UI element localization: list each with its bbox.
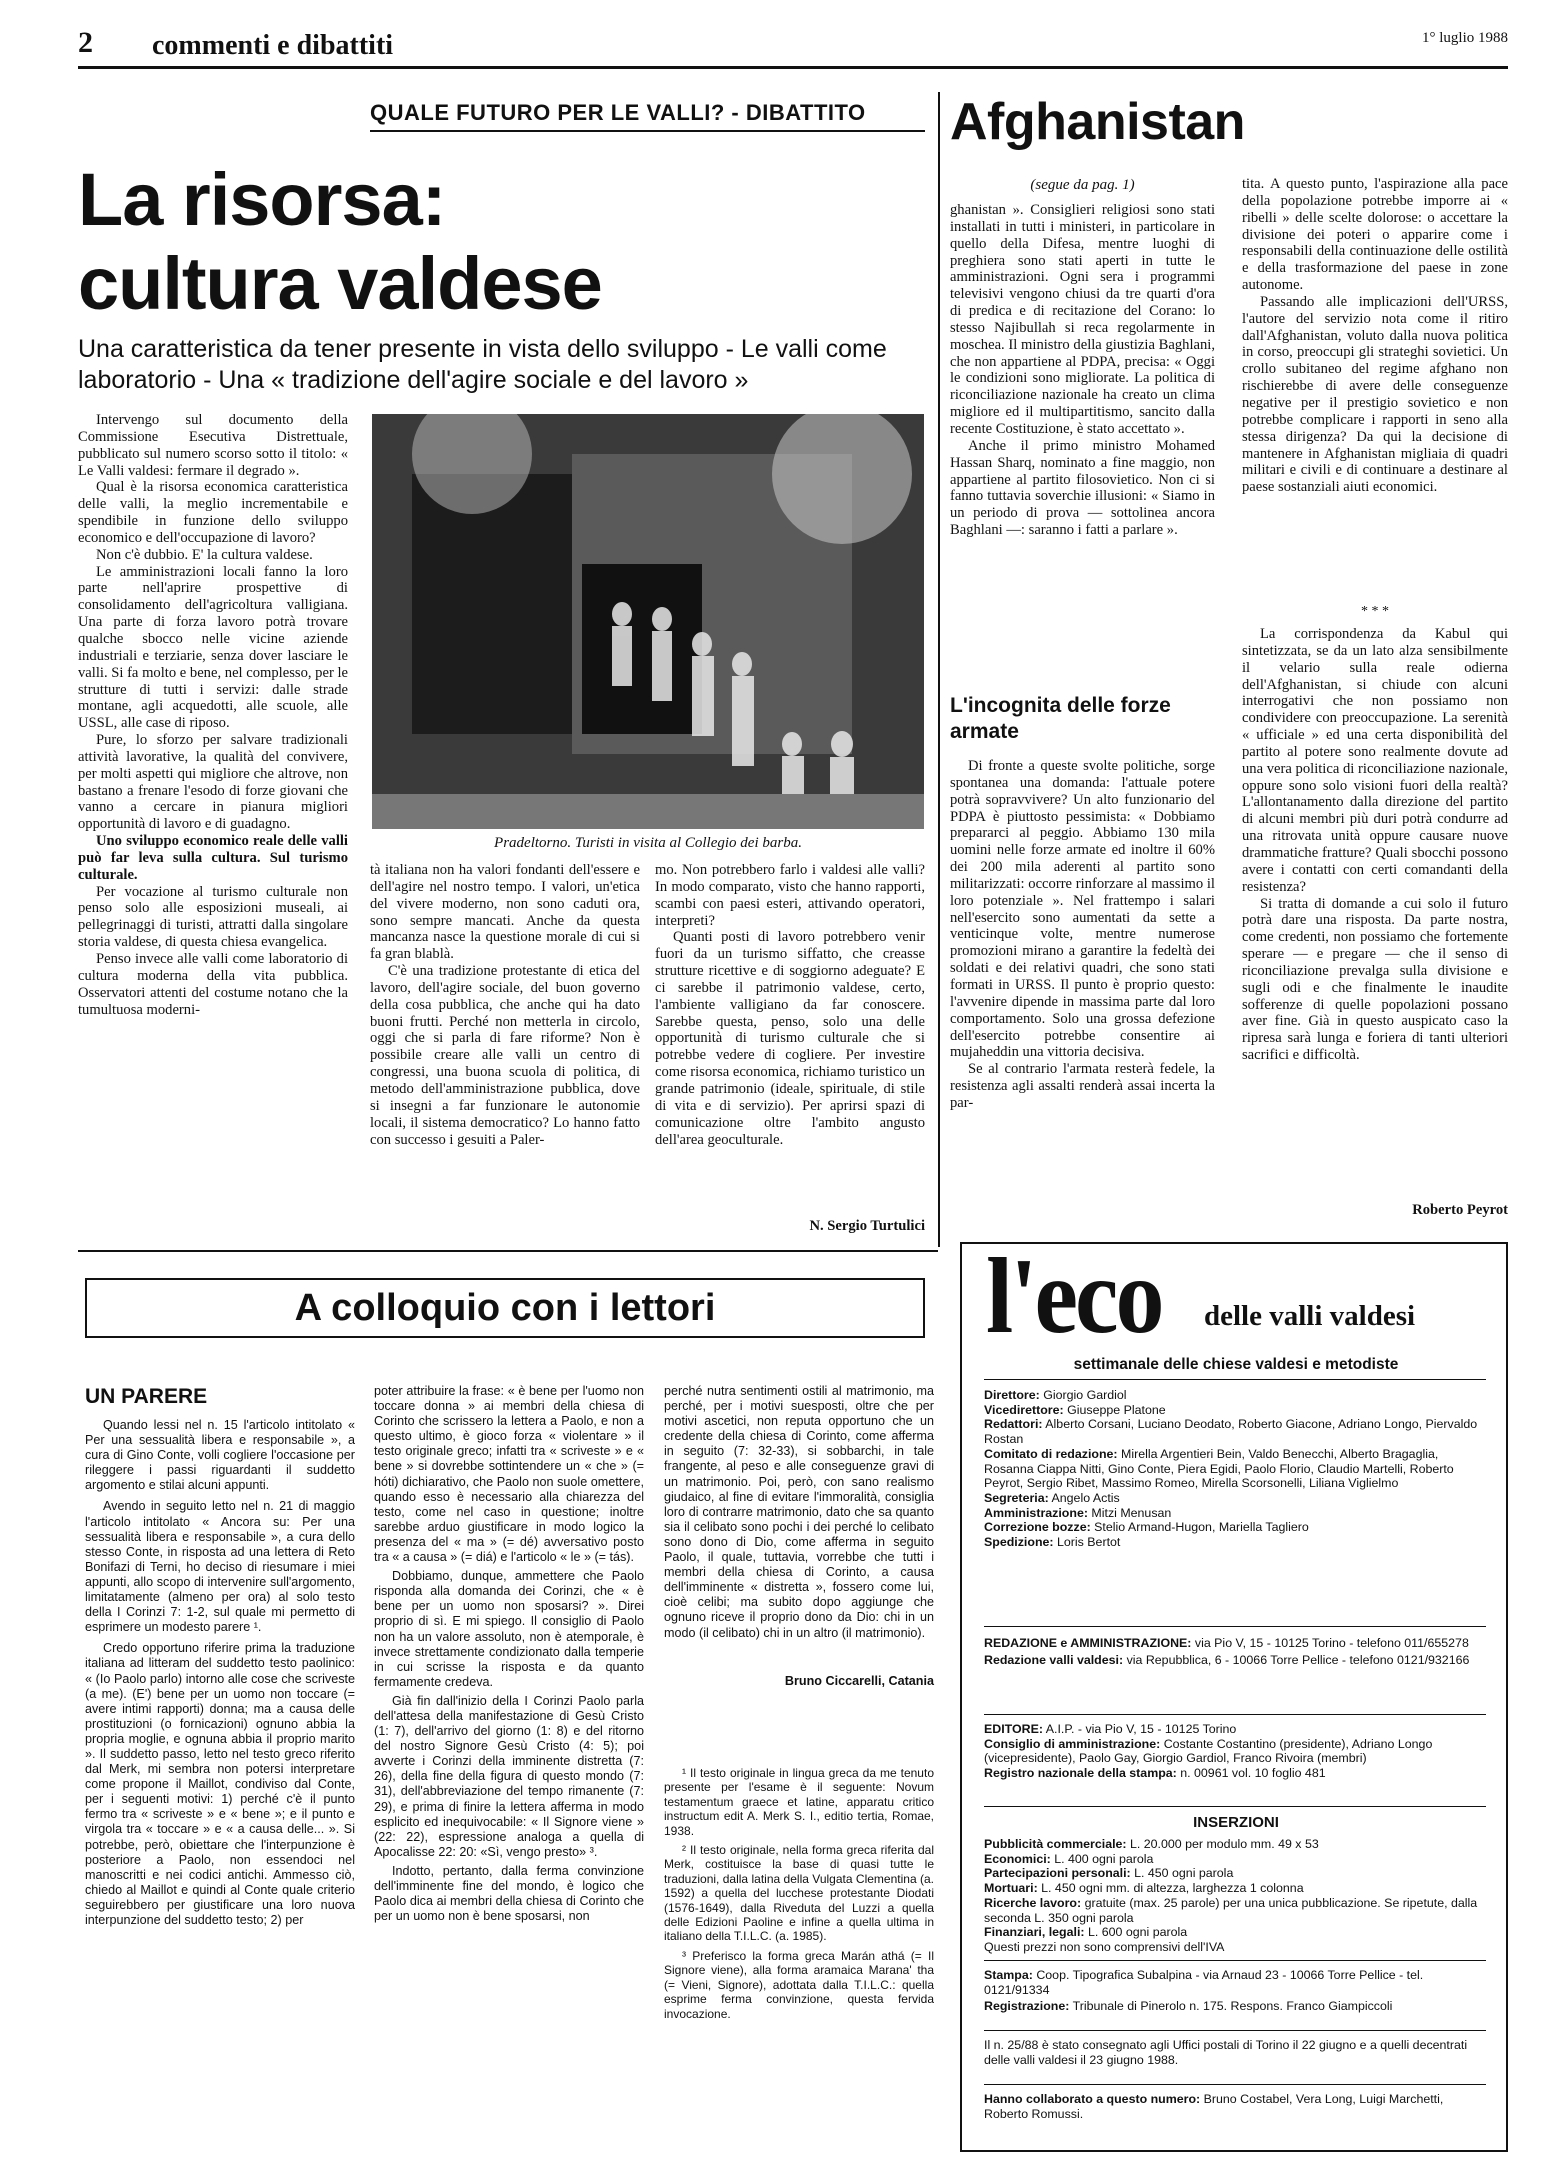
issue-date: 1° luglio 1988 (1421, 30, 1508, 46)
masthead-rule (984, 2030, 1486, 2031)
inserzioni-line: Mortuari: L. 450 ogni mm. di altezza, larghezza 1 colonna (984, 1881, 1304, 1896)
article-title-line2: cultura valdese (78, 242, 602, 325)
kicker-rule (370, 130, 925, 132)
letter-title: UN PARERE (85, 1385, 208, 1408)
paragraph: Uno sviluppo economico reale delle valli può far leva sulla cultura. Sul turismo culturale. (78, 833, 348, 883)
paragraph: Non c'è dubbio. E' la cultura valdese. (96, 546, 313, 563)
paragraph: Quando lessi nel n. 15 l'articolo intitolato « Per una sessualità libera e responsabile », a cura di Gino Conte, volli cogliere l'occasione per rileggere i passi riguardanti il suddetto argomento e stilai alcuni appunti. (85, 1418, 355, 1493)
staff-line: Comitato di redazione: Mirella Argentieri Bein, Valdo Benecchi, Alberto Bragaglia, Rosanna Ciappa Nitti, Gino Conte, Piera Egidi, Paolo Florio, Claudio Martelli, Roberto Peyrot, Sergio Ribet, Massimo Romeo, Mirella Scorsonelli, Liliana Viglielmo (984, 1446, 1454, 1491)
right-article-col2b (1242, 626, 1508, 1206)
paragraph: Dobbiamo, dunque, ammettere che Paolo risponda alla domanda dei Corinzi, che « è bene per un uomo non sposarsi? ». Direi proprio di sì. E mi spiego. Il consiglio di Paolo non ha un valore assoluto, non è atemporale, è invece strettamente condizionato dalla temperie in cui scrisse la risposta e da quanto fermamente credeva. (374, 1569, 644, 1689)
stampa-block (984, 1968, 1484, 2014)
paragraph: ghanistan ». Consiglieri religiosi sono stati installati in tutti i ministeri, in particolare in quello della Difesa, mentre luoghi di preghiera sono stati aperti in tutte le amministrazioni. Ogni sera i programmi televisivi vengono chiusi da tre quarti d'ora di predica e di recitazione del Corano: lo stesso Najibullah si reca regolarmente in moschea. Il ministro della giustizia Baghlani, che non appartiene al PDPA, precisa: « Oggi le condizioni sono migliorate. La politica di riconciliazione nazionale ha creato un clima migliore ed il multipartitismo, sancito dalla recente Costituzione, è stato accettato ». (950, 202, 1215, 437)
staff-line: Amministrazione: Mitzi Menusan (984, 1505, 1172, 1520)
paragraph: tà italiana non ha valori fondanti dell'essere e dell'agire nel nostro tempo. I valori, un'etica del vivere moderno, non sono caduti ora, sono sempre mancati. Anche da questa mancanza nasce la questione morale di cui si fa gran blablà. (370, 862, 640, 963)
redazione-line: Redazione valli valdesi: via Repubblica, 6 - 10066 Torre Pellice - telefono 0121/932166 (984, 1652, 1470, 1667)
staff-line: Vicedirettore: Giuseppe Platone (984, 1402, 1166, 1417)
right-article-col1 (950, 202, 1215, 697)
logo-word: l'eco (986, 1237, 1162, 1357)
stampa-line: Registrazione: Tribunale di Pinerolo n. 175. Respons. Franco Giampiccoli (984, 1999, 1393, 2014)
right-article-col1b (950, 758, 1215, 1213)
editore-line: EDITORE: A.I.P. - via Pio V, 15 - 10125 Torino (984, 1722, 1237, 1736)
paragraph: Intervengo sul documento della Commissione Esecutiva Distrettuale, pubblicato sul numero scorso sotto il titolo: « Le Valli valdesi: fermare il degrado ». (78, 412, 348, 479)
paragraph: Le amministrazioni locali fanno la loro parte nell'aprire prospettive di consolidamento dell'agricoltura valligiana. Una parte di forza lavoro potrà trovare qualche sbocco nelle vicine aziende industriali e terziarie, senza dover lasciare le valli. Si fa molto e bene, nel complesso, per le strutture di tutti i servizi: dalle strade montane, agli acquedotti, alle scuole, alle USSL, alle case di riposo. (78, 563, 348, 732)
letters-footnotes (664, 1766, 934, 2166)
consegna-note: Il n. 25/88 è stato consegnato agli Uffici postali di Torino il 22 giugno e a quelli decentrati delle valli valdesi il 23 giugno 1988. (984, 2038, 1468, 2067)
letters-col2 (374, 1384, 644, 2164)
article-title-line1: La risorsa: (78, 158, 446, 241)
paragraph: Se al contrario l'armata resterà fedele, la resistenza agli assalti renderà assai incerta la par- (950, 1061, 1215, 1111)
paragraph: C'è una tradizione protestante di etica del lavoro, dell'agire sociale, del buon governo della cosa pubblica, che anche qui ha dato buoni frutti. Perché non metterla in circolo, oggi che si parla di fare riforme? Non è possibile creare alle valli un centro di congressi, una buona scuola di politica, di metodo dell'amministrazione pubblica, dove si insegni a far funzionare le autonomie locali, il sistema democratico? Lo hanno fatto con successo i gesuiti a Paler- (370, 963, 640, 1148)
masthead-rule (984, 2084, 1486, 2085)
section-separator: * * * (1361, 604, 1389, 619)
paragraph: tita. A questo punto, l'aspirazione alla pace della popolazione potrebbe imporre ai « ribelli » delle scelte dolorose: o accettare la divisione dei poteri o apparire come i responsabili della continuazione delle ostilità e della trasformazione del paese in zone autonome. (1242, 176, 1508, 294)
paragraph: Passando alle implicazioni dell'URSS, l'autore del servizio nota come il ritiro dall'Afghanistan, voluto dalla nuova politica in corso, preoccupi gli strateghi sovietici. Un crollo subitaneo del regime afghano non rischierebbe di avere delle conseguenze negative per il prestigio sovietico e non potrebbe complicare i rapporti in seno alla stessa dirigenza? Da qui la decisione di mantenere in Afghanistan migliaia di quadri militari e civili e di continuare a destinare al paese sostanziali aiuti economici. (1242, 293, 1508, 496)
inserzioni-line: Pubblicità commerciale: L. 20.000 per modulo mm. 49 x 53 (984, 1837, 1319, 1851)
paragraph: Per vocazione al turismo culturale non penso solo alle esposizioni museali, ai pellegrinaggi di turisti, attratti dalla singolare storia valdese, di questa chiesa evangelica. (78, 883, 348, 951)
section-title: commenti e dibattiti (152, 30, 394, 61)
letters-banner-text: A colloquio con i lettori (294, 1287, 716, 1329)
paragraph: Anche il primo ministro Mohamed Hassan Sharq, nominato a fine maggio, non appartiene al partito filosovietico. Non ci si fanno tuttavia soverchie illusioni: « Siamo in un periodo di prova — sottolinea ancora Baghlani —: saranno i fatti a parlare ». (950, 437, 1215, 539)
paragraph: Si tratta di domande a cui solo il futuro potrà dare una risposta. Da parte nostra, come credenti, non possiamo che fortemente sperare — e pregare — che il senso di riconciliazione prevalga sulla divisione e sugli odi e che finalmente le inaudite sofferenze di quelle popolazioni possano aver fine. Già in questo auspicato caso la ripresa sarà lunga e foriera di tanti ulteriori sacrifici e difficoltà. (1242, 895, 1508, 1064)
masthead-rule (984, 1379, 1486, 1380)
left-article-col1 (78, 412, 348, 1202)
logo-suffix: delle valli valdesi (1204, 1300, 1416, 1332)
paragraph: Di fronte a queste svolte politiche, sorge spontanea una domanda: l'attuale potere potrà sopravvivere? Un alto funzionario del PDPA è piuttosto pessimista: « Dobbiamo prepararci al peggio. Abbiamo 130 mila uomini nelle forze armate ed inoltre il 60% dei 200 mila aderenti al partito sono militarizzati: occorre rinforzare al massimo il loro potenziale ». Nel frattempo i salari nell'esercito sono aumentati da sette a venticinque volte, mentre numerose promozioni mirano a garantire la fedeltà dei soldati e dei relativi quadri, che sono stati formati in URSS. Il punto è proprio questo: l'avvenire dipende in massima parte dal loro comportamento. Solo una grossa defezione dell'esercito potrebbe consentire ai mujaheddin una vittoria decisiva. (950, 758, 1215, 1061)
paragraph: Pure, lo sforzo per salvare tradizionali attività lavorative, la qualità del convivere, per molti aspetti qui migliore che altrove, non bastano a frenare l'esodo di forze giovani che vanno a cercare in pianura migliori opportunità di lavoro e di guadagno. (78, 732, 348, 833)
masthead (960, 1237, 1508, 2152)
stampa-line: Stampa: Coop. Tipografica Subalpina - via Arnaud 23 - 10066 Torre Pellice - tel. 0121/91334 (984, 1968, 1424, 1997)
page-header (78, 22, 1508, 66)
inserzioni-line: Partecipazioni personali: L. 450 ogni parola (984, 1866, 1234, 1881)
paragraph: Penso invece alle valli come laboratorio di cultura moderna della vita pubblica. Osservatori attenti del costume notano che la tumultuosa moderni- (78, 951, 348, 1018)
masthead-rule (984, 1960, 1486, 1961)
inserzioni-line: Questi prezzi non sono comprensivi dell'IVA (984, 1939, 1225, 1954)
afghanistan-subhead: L'incognita delle forze armate (950, 694, 1171, 743)
paragraph: Avendo in seguito letto nel n. 21 di maggio l'articolo intitolato « Ancora su: Per una sessualità libera e responsabile », a cura dello stesso Conte, in risposta ad una lettera di Reto Bonifazi di Terni, ho deciso di riesumare i miei appunti, allo scopo di intervenire sull'argomento, limitatamente (almeno per ora) al solo testo della I Corinzi 7: 1-2, sul quale mi permetto di esprimere un modesto parere ¹. (85, 1499, 355, 1635)
letters-top-rule (78, 1250, 938, 1252)
footnote: ² Il testo originale, nella forma greca riferita dal Merk, costituisce la base di quasi tutte le traduzioni, dalla latina della Vulgata Clementina (a. 1592) a quella del lucchese protestante Diodati (1576-1649), dalla Riveduta del Luzzi a quella delle Edizioni Paoline e infine a quella ultima in italiano della T.I.L.C. (a. 1985). (664, 1843, 934, 1944)
paragraph: Credo opportuno riferire prima la traduzione italiana ad litteram del suddetto testo paolinico: « (Io Paolo parlo) intorno alle cose che scriveste (a me). (E') bene per un uomo non toccare (= avere intimi rapporti) donna; ma a causa delle prostituzioni (o fornicazioni) ognuno abbia la propria moglie, e ognuna abbia il proprio marito ». Il suddetto passo, letto nel testo greco riferito dal Merk, mi sembra non potersi interpretare come propone il Maillot, condiviso dal Conte, per i seguenti motivi: 1) perché c'è il punto fermo tra « scriveste » e « bene »; e il punto e virgola tra « toccare » e « a causa delle... ». Si potrebbe, però, obiettare che l'interpunzione è posteriore a Paolo, non essendoci nel manoscritti e nei codici antichi. Ammesso ciò, chiedo al Maillot e quindi al Conte quale criterio seguirebbero per giustificare una loro nuova interpunzione del suddetto testo; 2) per (85, 1641, 355, 1927)
editore-line: Registro nazionale della stampa: n. 00961 vol. 10 foglio 481 (984, 1766, 1326, 1781)
letters-banner (85, 1278, 925, 1338)
article-subtitle: Una caratteristica da tener presente in vista dello sviluppo - Le valli come laboratorio - Una « tradizione dell'agire sociale e del lavoro » (78, 335, 887, 394)
photo-caption: Pradeltorno. Turisti in visita al Collegio dei barba. (494, 835, 802, 851)
page-number: 2 (78, 26, 93, 59)
paragraph: mo. Non potrebbero farlo i valdesi alle valli? In modo comparato, visto che hanno rapporti, scambi con paesi esteri, attivando operatori, interpreti? (655, 862, 925, 929)
afghanistan-title: Afghanistan (950, 93, 1245, 151)
inserzioni-line: Economici: L. 400 ogni parola (984, 1851, 1154, 1866)
article-photo (372, 414, 924, 829)
paragraph: Già fin dall'inizio della I Corinzi Paolo parla dell'attesa della manifestazione di Gesù Cristo (1: 7), dell'arrivo del giorno (1: 8) e del ritorno del nostro Signore Gesù Cristo (4: 5); poi avverte i Corinzi della imminente distretta (7: 26), della fine della figura di questo mondo (7: 31), dell'abbreviazione del tempo rimanente (7: 29), e prima di finire la lettera afferma in modo esplicito ed inequivocabile: « Il Signore viene » (22: 22), espressione analoga a quella di Apocalisse 22: 20: «Sì, vengo presto» ³. (374, 1693, 644, 1859)
paragraph: Quanti posti di lavoro potrebbero venir fuori da un turismo siffatto, che creasse strutture ricettive e di soggiorno adeguate? E ci sarebbe il patrimonio valdese, certo, l'ambiente valligiano da far conoscere. Sarebbe questa, penso, solo una delle opportunità di turismo culturale che si potrebbe vedere di cogliere. Per investire come risorsa economica, richiamo turistico un grande patrimonio (ideale, spirituale, di stile di vita e di servizio). Per aprirsi spazi di comunicazione oltre l'ambito angusto dell'area geoculturale. (655, 929, 925, 1148)
inserzioni-title: INSERZIONI (1193, 1814, 1279, 1831)
staff-line: Redattori: Alberto Corsani, Luciano Deodato, Roberto Giacone, Adriano Longo, Piervaldo Rostan (984, 1417, 1478, 1447)
collaborato-block: Hanno collaborato a questo numero: Bruno Costabel, Vera Long, Luigi Marchetti, Roberto Romussi. (984, 2092, 1444, 2121)
masthead-rule (984, 1806, 1486, 1807)
staff-block (984, 1388, 1484, 1550)
masthead-rule (984, 1626, 1486, 1627)
editore-block (984, 1722, 1484, 1781)
letters-col3 (664, 1384, 934, 1664)
right-article-signature: Roberto Peyrot (1412, 1202, 1508, 1218)
staff-line: Segreteria: Angelo Actis (984, 1490, 1120, 1505)
letter-signature: Bruno Ciccarelli, Catania (784, 1674, 934, 1688)
continued-note: (segue da pag. 1) (1030, 177, 1135, 193)
footnote: ¹ Il testo originale in lingua greca da me tenuto presente per l'esame è il seguente: Novum testamentum graece et latine, apparatu critico instructum edit A. Merk S. I., editio tertia, Romae, 1938. (664, 1766, 934, 1838)
masthead-rule (984, 1714, 1486, 1715)
editore-line: Consiglio di amministrazione: Costante Costantino (presidente), Adriano Longo (vicepresidente), Paolo Gay, Giorgio Gardiol, Franco Rivoira (membri) (984, 1736, 1433, 1766)
header-rule (78, 66, 1508, 69)
photo-illustration (372, 414, 924, 829)
inserzioni-line: Ricerche lavoro: gratuite (max. 25 parole) per una unica pubblicazione. Se ripetute, dalla seconda L. 350 ogni parola (984, 1895, 1478, 1925)
paragraph: poter attribuire la frase: « è bene per l'uomo non toccare donna » ai membri della chiesa di Corinto che scrissero la lettera a Paolo, e non a questo ultimo, è gioco forza « violentare » il testo originale greco; infatti tra « scriveste » e « bene » si dovrebbe sottintendere un « che » (= hóti) dichiarativo, che Paolo non suole omettere, quando esso è necessario alla chiarezza del testo, come nel caso in questione; inoltre sarebbe arduo giustificare in modo logico la presenza del « ma » (= dé) avversativo posto tra « a causa » (= diá) e l'articolo « le » (= tás). (374, 1384, 644, 1565)
staff-line: Spedizione: Loris Bertot (984, 1535, 1121, 1550)
letters-col1 (85, 1418, 355, 2163)
inserzioni-line: Finanziari, legali: L. 600 ogni parola (984, 1925, 1188, 1940)
paragraph: Indotto, pertanto, dalla ferma convinzione dell'imminente fine del mondo, è logico che Paolo dica ai membri della chiesa di Corinto che per un uomo non è bene sposarsi, non (374, 1863, 644, 1924)
footnote: ³ Preferisco la forma greca Marán athá (= Il Signore viene), alla forma aramaica Marana' tha (= Vieni, Signore), adottata dalla T.I.L.C.: quella esprime ferma convinzione, questa fervida invocazione. (664, 1948, 934, 2021)
paragraph: La corrispondenza da Kabul qui sintetizzata, se da un lato alza sensibilmente il velario sulla reale odierna dell'Afghanistan, si chiude con alcuni interrogativi che non possiamo non condividere con preoccupazione. La serenità « ufficiale » ed una certa disponibilità del partito al potere sono realmente dovute ad una vera politica di riconciliazione nazionale, oppure sono solo visioni fuori della realtà? L'allontanamento dalla direzione del partito di alcuni membri più duri potrà condurre ad una ritrovata unità oppure causare nuove drammatiche fratture? Quali sbocchi possono avere i contatti con certi comandanti della resistenza? (1242, 626, 1508, 895)
column-divider (938, 92, 940, 1247)
redazione-line: REDAZIONE e AMMINISTRAZIONE: via Pio V, 15 - 10125 Torino - telefono 011/655278 (984, 1636, 1469, 1650)
staff-line: Correzione bozze: Stelio Armand-Hugon, Mariella Tagliero (984, 1520, 1309, 1535)
paragraph: perché nutra sentimenti ostili al matrimonio, ma perché, per i motivi suesposti, oltre che per motivi ascetici, non reputa opportuno che un credente della chiesa di Corinto, come afferma in seguito (7: 32-33), si sobbarchi, in tale frangente, al peso e alle conseguenze gravi di un matrimonio. Poi, però, con sano realismo giudaico, al fine di evitare l'immoralità, consiglia loro di contrarre matrimonio, dato che sa quanto sia il celibato sono pochi i dei perché lo celibato sono dono di Dio, come afferma in seguito Paolo, il quale, tuttavia, vorrebbe che tutti i membri della chiesa di Corinto, a causa dell'imminente « distretta », fossero come lui, cioè celibi; ma subito dopo aggiunge che ognuno riceve il proprio dono da Dio: chi in un modo (il celibato) chi in un altro (il matrimonio). (664, 1384, 934, 1640)
masthead-tagline: settimanale delle chiese valdesi e metodiste (1073, 1356, 1399, 1373)
redazione-block (984, 1636, 1484, 1667)
article-kicker: QUALE FUTURO PER LE VALLI? - DIBATTITO (370, 100, 866, 125)
left-article-col2 (370, 862, 640, 1242)
right-article-col2 (1242, 176, 1508, 604)
paragraph: Qual è la risorsa economica caratteristica delle valli, la meglio incrementabile e spendibile in funzione dello sviluppo economico e dell'occupazione di lavoro? (78, 479, 348, 546)
left-article-signature: N. Sergio Turtulici (809, 1218, 925, 1234)
inserzioni-block (984, 1837, 1484, 1955)
left-article-col3 (655, 862, 925, 1232)
staff-line: Direttore: Giorgio Gardiol (984, 1388, 1127, 1402)
masthead-logo (986, 1237, 1486, 1357)
